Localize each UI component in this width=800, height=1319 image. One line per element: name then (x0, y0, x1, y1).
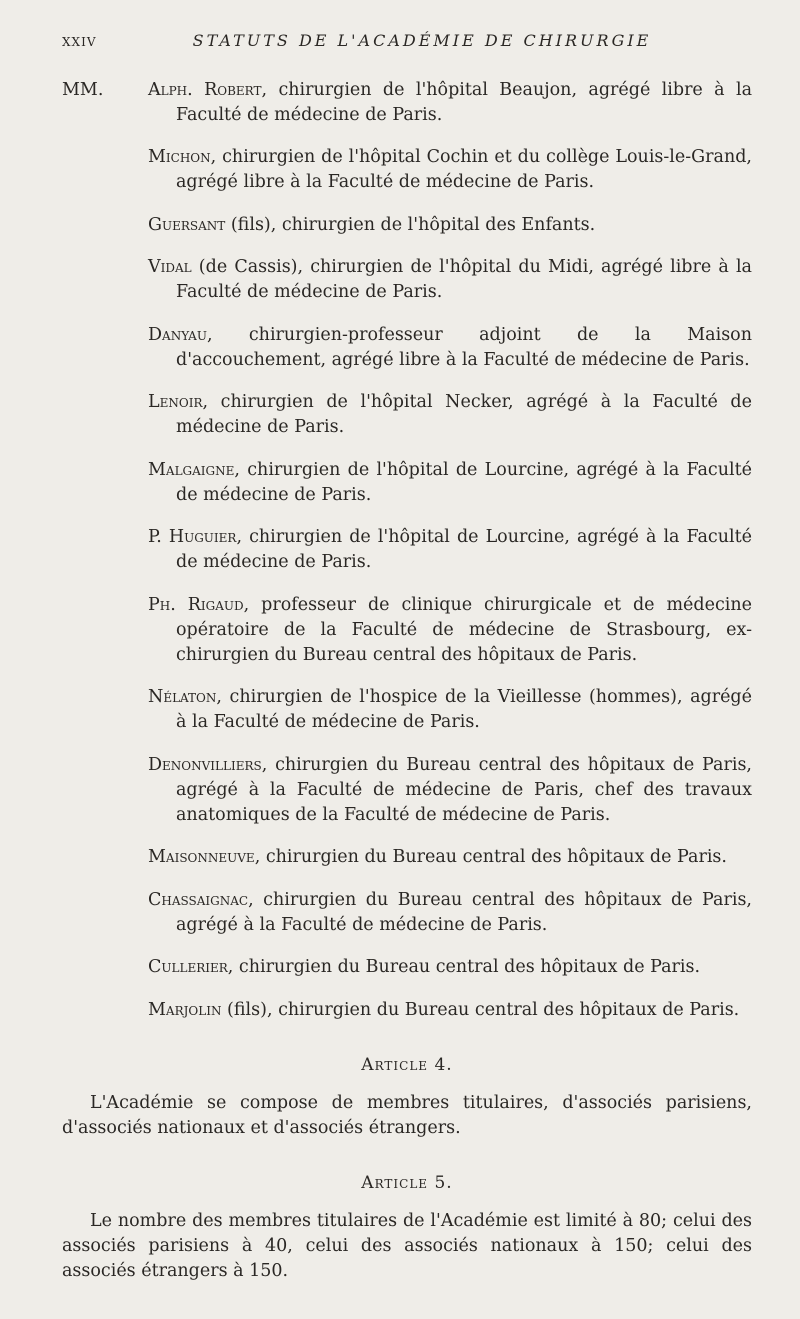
member-name: Cullerier (148, 957, 228, 977)
member-description: , chirurgien du Bureau central des hôpitaux de Paris. (227, 957, 701, 977)
member-name: Denonvilliers (148, 754, 262, 775)
member-entry (62, 685, 752, 735)
member-name: Danyau (148, 324, 207, 345)
member-name: Vidal (148, 257, 192, 277)
article-5-heading: Article 5. (361, 1172, 453, 1193)
member-description: , chirurgien de l'hôpital Beaujon, agrégé libre à la Faculté de médecine de Paris. (176, 79, 752, 125)
member-name: Nélaton (148, 687, 217, 707)
member-description: , chirurgien de l'hôpital de Lourcine, agrégé à la Faculté de médecine de Paris. (176, 527, 752, 572)
member-description: , chirurgien de l'hôpital Necker, agrégé à la Faculté de médecine de Paris. (176, 392, 752, 437)
member-entry (62, 753, 752, 828)
member-entry (62, 323, 752, 373)
member-entry (62, 213, 752, 238)
member-name: Michon (148, 147, 211, 167)
member-description: , chirurgien de l'hospice de la Vieillesse (hommes), agrégé à la Faculté de médecine de Paris. (176, 687, 752, 732)
page-number: XXIV (62, 35, 97, 49)
member-entry (62, 145, 752, 195)
member-name: Chassaignac (148, 889, 249, 910)
member-entry (62, 255, 752, 305)
member-description: , professeur de clinique chirurgicale et de médecine opératoire de la Faculté de médecine de Strasbourg, ex-chirurgien du Bureau central des hôpitaux de Paris. (176, 594, 752, 665)
running-title: STATUTS DE L'ACADÉMIE DE CHIRURGIE (192, 31, 652, 50)
member-entry (62, 390, 752, 440)
member-description: (fils), chirurgien de l'hôpital des Enfants. (225, 214, 596, 235)
member-description: , chirurgien du Bureau central des hôpitaux de Paris, agrégé à la Faculté de médecine de Paris, chef des travaux anatomiques de la Faculté de médecine de Paris. (176, 754, 752, 825)
article-4-text: L'Académie se compose de membres titulaires, d'associés parisiens, d'associés nationaux et d'associés étrangers. (62, 1092, 752, 1138)
member-name: Ph. Rigaud (148, 594, 244, 615)
member-entry (62, 593, 752, 668)
running-header (62, 0, 752, 60)
member-name: Marjolin (148, 999, 222, 1020)
member-description: , chirurgien de l'hôpital Cochin et du collège Louis-le-Grand, agrégé libre à la Faculté de médecine de Paris. (176, 147, 752, 192)
member-description: (de Cassis), chirurgien de l'hôpital du Midi, agrégé libre à la Faculté de médecine de Paris. (176, 257, 752, 302)
member-description: (fils), chirurgien du Bureau central des hôpitaux de Paris. (221, 999, 740, 1020)
member-entry (62, 525, 752, 575)
member-entry (62, 955, 752, 980)
article-5-text: Le nombre des membres titulaires de l'Académie est limité à 80; celui des associés parisiens à 40, celui des associés nationaux à 150; celui des associés étrangers à 150. (62, 1210, 752, 1281)
member-name: Alph. Robert (148, 79, 262, 100)
member-entry (62, 998, 752, 1023)
member-description: , chirurgien de l'hôpital de Lourcine, agrégé à la Faculté de médecine de Paris. (176, 459, 752, 505)
member-description: , chirurgien du Bureau central des hôpitaux de Paris, agrégé à la Faculté de médecine de Paris. (176, 889, 752, 935)
article-4-heading: Article 4. (361, 1054, 453, 1075)
member-name: Malgaigne (148, 459, 235, 480)
member-entry (62, 458, 752, 508)
member-name: Maisonneuve (148, 847, 255, 867)
member-description: , chirurgien-professeur adjoint de la Maison d'accouchement, agrégé libre à la Faculté de médecine de Paris. (176, 324, 752, 370)
member-entry (62, 845, 752, 870)
member-name: P. Huguier (148, 527, 237, 547)
member-entry: MM. Alph. Robert, chirurgien de l'hôpital Beaujon, agrégé libre à la Faculté de médecine de Paris. (62, 79, 752, 125)
member-description: , chirurgien du Bureau central des hôpitaux de Paris. (254, 847, 727, 867)
members-list (62, 78, 752, 1023)
member-name: Lenoir (148, 392, 203, 412)
member-name: Guersant (148, 214, 226, 235)
member-entry (62, 888, 752, 938)
